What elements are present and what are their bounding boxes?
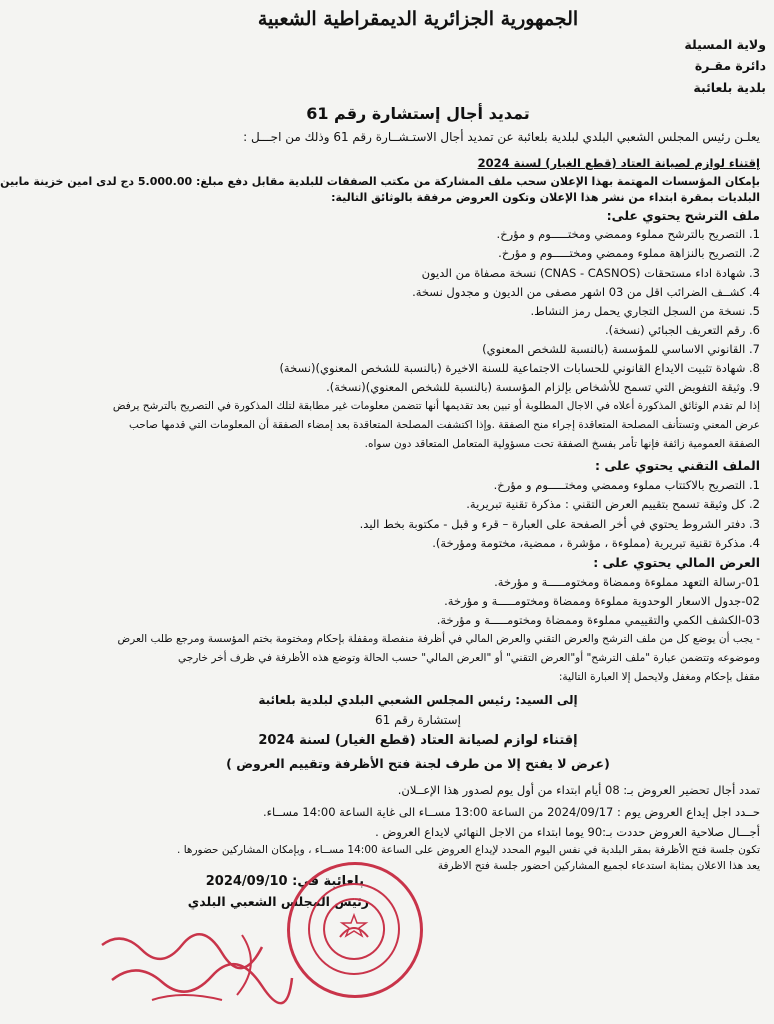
candidature-item: 4. كشــف الضرائب اقل من 03 اشهر مصفى من الديون و مجدول نسخة. [412,285,760,299]
technical-item: 3. دفتر الشروط يحتوي في أخر الصفحة على العبارة – قرء و قبل - مكتوبة بخط اليد. [359,517,760,531]
candidature-item: 5. نسخة من السجل التجاري يحمل رمز النشاط. [530,304,760,318]
technical-item: 4. مذكرة تقنية تبريرية (مملوءة ، مؤشرة ، ممضية، مختومة ومؤرخة). [432,536,760,550]
financial-item: 02-جدول الاسعار الوحدوية مملوءة وممضاة ومختومـــــة و مؤرخة. [444,594,760,608]
candidature-item: 7. القانوني الاساسي للمؤسسة (بالنسبة للشخص المعنوي) [482,342,760,356]
signature-place-date: بلعائبة في: 2024/09/10 [205,874,364,889]
envelope-ref: إستشارة رقم 61 [375,713,461,727]
envelope-subject: إقتناء لوازم لصيانة العتاد (قطع الغيار) لسنة 2024 [258,733,578,748]
envelope-instruction: - يجب أن يوضع كل من ملف الترشح والعرض التقني والعرض المالي في أظرفة منفصلة ومقفلة بإحكام ومختومة بختم المؤسسة ومرجع طلب العرض [117,633,760,645]
daira-label: دائرة مقـرة [694,58,766,73]
deadline-opening: تكون جلسة فتح الأظرفة بمقر البلدية في نفس اليوم المحدد لإيداع العروض على الساعة 14:00 مســاء ، وبإمكان المشاركين حضورها . [177,844,760,856]
deadline-invitation: يعد هذا الاعلان بمثابة استدعاء لجميع المشاركين احضور جلسة فتح الاظرفة [437,860,760,872]
candidature-item: 1. التصريح بالترشح مملوء وممضي ومختـــــوم و مؤرخ. [496,227,760,241]
candidature-item: 3. شهادة اداء مستحقات (CNAS - CASNOS) نسخة مصفاة من الديون [421,266,760,280]
notice-subject: إقتناء لوازم لصيانة العتاد (قطع الغيار) لسنة 2024 [477,156,760,170]
handwritten-signature [92,925,302,1015]
deadline-prep: تمدد أجال تحضير العروض بـ: 08 أيام ابتداء من أول يوم لصدور هذا الإعــلان. [397,783,760,797]
republic-title: الجمهورية الجزائرية الديمقراطية الشعبية [257,8,579,30]
notice-para1-line2: البلديات بمقرة ابتداء من نشر هذا الإعلان وتكون العروض مرفقة بالوثائق التالية: [331,191,760,204]
candidature-item: 6. رقم التعريف الجبائي (نسخة). [604,323,760,337]
candidature-warning: عرض المعني وتستأنف المصلحة المتعاقدة إجراء منح الصفقة .وإذا اكتشفت المصلحة المتعاقدة بعد إمضاء الصفقة أن المعلومات التي قدمها صاحب [129,419,760,431]
deadline-validity: أجـــال صلاحية العروض حددت بـ:90 يوما ابتداء من الاجل النهائي لايداع العروض . [375,825,760,839]
envelope-instruction: وموضوعه وتتضمن عبارة "ملف الترشح" أو"العرض التقني" أو "العرض المالي" حسب الحالة وتوضع هذه الأظرفة في ظرف أخر خارجي [177,652,760,664]
envelope-instruction: مقفل بإحكام ومغفل ولايحمل إلا العبارة التالية: [558,671,760,683]
candidature-warning: إذا لم تقدم الوثائق المذكورة أعلاه في الاجال المطلوبة أو تبين بعد تقديمها أنها تتضمن معلومات غير مطابقة لتلك المذكورة في التصريح بالترشح يرفض [112,400,760,412]
wilaya-label: ولاية المسيلة [684,37,766,52]
official-seal [287,862,423,998]
candidature-item: 8. شهادة تثبيت الايداع القانوني للحسابات الاجتماعية للسنة الاخيرة (بالنسبة للشخص المعنوي)(نسخة) [279,361,760,375]
candidature-warning: الصفقة العمومية زائفة فإنها تأمر بفسخ الصفقة تحت مسؤولية المتعامل المتعاقد دون سواه. [364,438,760,450]
financial-item: 03-الكشف الكمي والتقييمي مملوءة وممضاة ومختومـــــة و مؤرخة. [436,613,760,627]
seal-emblem [308,883,400,975]
candidature-item: 2. التصريح بالنزاهة مملوء وممضي ومختـــــوم و مؤرخ. [498,246,760,260]
notice-intro: يعلـن رئيس المجلس الشعبي البلدي لبلدية بلعائبة عن تمديد أجال الاستـشــارة رقم 61 وذلك من اجـــل : [243,130,760,144]
signature-signer: رئيس المجلس الشعبي البلدي [187,894,369,909]
commune-label: بلدية بلعائبة [693,80,766,95]
technical-item: 2. كل وثيقة تسمح بتقييم العرض التقني : مذكرة تقنية تبريرية. [466,497,760,511]
financial-heading: العرض المالي يحتوي على : [593,555,760,570]
technical-heading: الملف التقني يحتوي على : [595,458,760,473]
notice-title: تمديد أجال إستشارة رقم 61 [306,104,530,123]
technical-item: 1. التصريح بالاكتتاب مملوء وممضي ومختـــــوم و مؤرخ. [493,478,760,492]
notice-para1-line1: بإمكان المؤسسات المهتمة بهذا الإعلان سحب ملف المشاركة من مكتب الصفقات للبلدية مقابل دفع مبلغ: 5.000.00 دج لدى امين خزينة مابين [0,175,760,188]
envelope-to: إلى السيد: رئيس المجلس الشعبي البلدي لبلدية بلعائبة [258,693,578,707]
financial-item: 01-رسالة التعهد مملوءة وممضاة ومختومـــــة و مؤرخة. [494,575,760,589]
candidature-item: 9. وثيقة التفويض التي تسمح للأشخاص بإلزام المؤسسة (بالنسبة للشخص المعنوي)(نسخة). [326,380,760,394]
candidature-heading: ملف الترشح يحتوي على: [606,208,760,223]
deadline-deposit: حــدد اجل إيداع العروض يوم : 2024/09/17 من الساعة 13:00 مســاء الى غاية الساعة 14:00 مســاء. [262,805,760,819]
envelope-note: (عرض لا يفتح إلا من طرف لجنة فتح الأظرفة وتقييم العروض ) [226,756,610,771]
